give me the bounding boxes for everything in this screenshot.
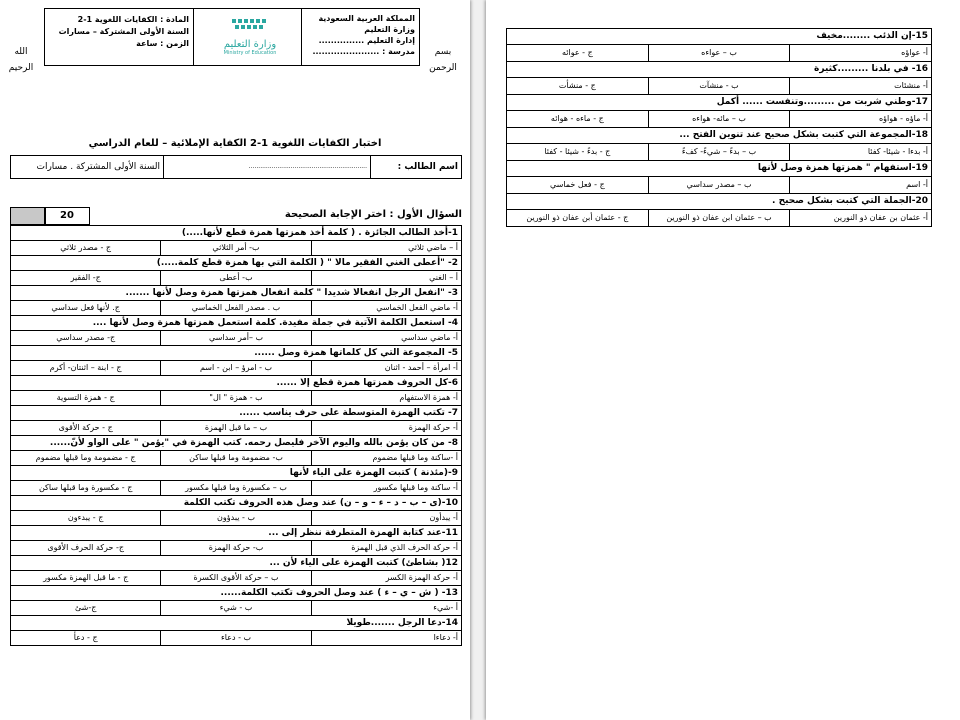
option-c[interactable]: ج - عثمان أبن عفان ذو النورين: [507, 210, 649, 227]
question-row: [11, 616, 462, 631]
question-text: 4- استعمل الكلمة الآتية في جملة مفيدة. كلمة استعمل همزتها همزة وصل لأنها ....: [11, 316, 462, 331]
option-c[interactable]: ج - ماءه - هوائه: [507, 111, 649, 128]
answer-row: [507, 78, 932, 95]
questions-table-right: [506, 28, 932, 227]
option-c[interactable]: ج - عوائه: [507, 45, 649, 62]
option-a[interactable]: أ- همزة الاستفهام: [311, 391, 461, 406]
ministry-logo: [205, 17, 295, 57]
answer-row: [11, 511, 462, 526]
question-text: 7- تكتب الهمزة المتوسطة على حرف يناسب ......: [11, 406, 462, 421]
answer-row: [11, 241, 462, 256]
answer-row: [11, 631, 462, 646]
question-text: 10-(ى – ب – د – ء – و – ن) عند وصل هذه الحروف تكتب الكلمة: [11, 496, 462, 511]
logo-subtext: Ministry of Education: [223, 50, 277, 56]
answer-row: [11, 331, 462, 346]
option-c[interactable]: ج - ابنة – اثنتان- أكرم: [11, 361, 161, 376]
option-a[interactable]: أ- يبدأون: [311, 511, 461, 526]
option-a[interactable]: أ- عثمان بن عفان ذو النورين: [790, 210, 932, 227]
option-a[interactable]: أ- منشئات: [790, 78, 932, 95]
kingdom: المملكة العربية السعودية: [318, 14, 415, 23]
option-b[interactable]: ب – مائه- هواءه: [648, 111, 790, 128]
question-text: 5- المجموعة التي كل كلماتها همزة وصل ......: [11, 346, 462, 361]
option-b[interactable]: ب – حركة الأقوى الكسرة: [161, 571, 311, 586]
answer-row: [507, 177, 932, 194]
option-c[interactable]: ج- حركة الحرف الأقوى: [11, 541, 161, 556]
question-text: 2- "أعطى الغني الفقير مالا " ( الكلمة التي بها همزة قطع كلمة.....): [11, 256, 462, 271]
question-text: 12( بشاطئ) كتبت الهمزة على الياء لأن ...: [11, 556, 462, 571]
score-box: 20: [44, 207, 90, 225]
section-header: [10, 207, 462, 225]
option-a[interactable]: أ- دعاءا: [311, 631, 461, 646]
question-row: [11, 496, 462, 511]
exam-page-1: [0, 0, 470, 720]
option-a[interactable]: أ- حركة الحرف الذي قبل الهمزة: [311, 541, 461, 556]
option-c[interactable]: ج - مصدر ثلاثي: [11, 241, 161, 256]
score-shade: [10, 207, 46, 225]
exam-page-2: [486, 0, 960, 720]
question-text: 20-الجملة التي كتبت بشكل صحيح .: [507, 194, 932, 210]
answer-row: [11, 301, 462, 316]
option-a[interactable]: أ- ساكنة وما قبلها مكسور: [311, 481, 461, 496]
header-box: [44, 8, 420, 66]
answer-row: [11, 451, 462, 466]
answer-row: [11, 391, 462, 406]
edu-dept: إدارة التعليم ...............: [318, 36, 415, 45]
student-grade: السنة الأولى المشتركة . مسارات: [11, 156, 164, 179]
option-c[interactable]: ج - ما قبل الهمزة مكسور: [11, 571, 161, 586]
option-c[interactable]: ج-شئ: [11, 601, 161, 616]
question-row: [11, 436, 462, 451]
question-row: [507, 95, 932, 111]
option-c[interactable]: ج - همزة التسوية: [11, 391, 161, 406]
subject-info: [49, 14, 189, 50]
subject: المادة : الكفايات اللغوية 1-2: [77, 15, 189, 24]
option-a[interactable]: أ -ساكنة وما قبلها مضموم: [311, 451, 461, 466]
option-b[interactable]: ب – مصدر سداسي: [648, 177, 790, 194]
option-b[interactable]: ب - امرؤ – ابن - اسم: [161, 361, 311, 376]
answer-row: [11, 601, 462, 616]
section-title: السؤال الأول : اختر الإجابة الصحيحة: [284, 209, 462, 220]
option-c[interactable]: ج. لأنها فعل سداسي: [11, 301, 161, 316]
question-row: [507, 29, 932, 45]
answer-row: [507, 111, 932, 128]
option-b[interactable]: ب . مصدر الفعل الخماسي: [161, 301, 311, 316]
answer-row: [507, 210, 932, 227]
answer-row: [11, 361, 462, 376]
student-name-field[interactable]: ..............................................................: [164, 156, 371, 179]
header-divider-2: [301, 9, 302, 65]
question-row: [11, 286, 462, 301]
question-row: [507, 128, 932, 144]
question-row: [11, 316, 462, 331]
question-text: 19-استفهام " همزتها همزة وصل لأنها: [507, 161, 932, 177]
option-b[interactable]: ب – مكسورة وما قبلها مكسور: [161, 481, 311, 496]
option-c[interactable]: ج - منشأت: [507, 78, 649, 95]
question-row: [507, 194, 932, 210]
option-c[interactable]: ج - دعأ: [11, 631, 161, 646]
option-a[interactable]: أ- ماضي سداسي: [311, 331, 461, 346]
question-row: [11, 556, 462, 571]
question-row: [507, 161, 932, 177]
question-text: 9-(مئذنة ) كتبت الهمزة على الياء لأنها: [11, 466, 462, 481]
question-row: [11, 526, 462, 541]
option-c[interactable]: ج- مصدر سداسي: [11, 331, 161, 346]
answer-row: [507, 144, 932, 161]
option-a[interactable]: أ -شيء: [311, 601, 461, 616]
option-b[interactable]: ب- أمر الثلاثي: [161, 241, 311, 256]
option-c[interactable]: ج - يبدءون: [11, 511, 161, 526]
option-b[interactable]: ب - يبدؤون: [161, 511, 311, 526]
ministry: وزارة التعليم: [364, 25, 415, 34]
student-name-label: اسم الطالب :: [371, 156, 462, 179]
question-text: 13- ( ش – ي – ء ) عند وصل الحروف تكتب الكلمة......: [11, 586, 462, 601]
questions-table-left: [10, 225, 462, 646]
option-b[interactable]: ب - منشآت: [648, 78, 790, 95]
bismillah-left: الله الرحيم: [8, 47, 34, 73]
question-text: 3- "انفعل الرجل انفعالا شديدا " كلمة انفعال همزتها همزة وصل لأنها .......: [11, 286, 462, 301]
option-a[interactable]: أ- حركة الهمزة الكسر: [311, 571, 461, 586]
answer-row: [507, 45, 932, 62]
option-b[interactable]: ب - شيء: [161, 601, 311, 616]
question-text: 18-المجموعة التي كتبت بشكل صحيح عند تنوين الفتح ...: [507, 128, 932, 144]
answer-row: [11, 421, 462, 436]
option-b[interactable]: ب –أمر سداسي: [161, 331, 311, 346]
option-c[interactable]: ج - حركة الأقوى: [11, 421, 161, 436]
option-b[interactable]: ب- حركة الهمزة: [161, 541, 311, 556]
answer-row: [11, 271, 462, 286]
option-b[interactable]: ب - همزة " ال": [161, 391, 311, 406]
time: الزمن : ساعة: [136, 39, 189, 48]
question-row: [11, 256, 462, 271]
answer-row: [11, 481, 462, 496]
option-c[interactable]: ج - مكسورة وما قبلها ساكن: [11, 481, 161, 496]
header-divider-1: [193, 9, 194, 65]
question-row: [507, 62, 932, 78]
question-text: 15-إن الذئب ........مخيف: [507, 29, 932, 45]
question-row: [11, 376, 462, 391]
bismillah-right: بسم الرحمن: [429, 47, 457, 73]
school: مدرسة : ......................: [312, 47, 415, 56]
question-row: [11, 466, 462, 481]
option-c[interactable]: ج - بدءً - شيئا - كفئا: [507, 144, 649, 161]
option-a[interactable]: أ – الغني: [311, 271, 461, 286]
question-row: [11, 586, 462, 601]
option-b[interactable]: ب – عثمان ابن عفان ذو النورين: [648, 210, 790, 227]
option-b[interactable]: ب – بدءً – شيءً- كفءً: [648, 144, 790, 161]
question-text: 16- في بلدنا .........كثيرة: [507, 62, 932, 78]
option-b[interactable]: ب - دعاء: [161, 631, 311, 646]
question-row: [11, 406, 462, 421]
option-a[interactable]: أ- اسم: [790, 177, 932, 194]
question-row: [11, 346, 462, 361]
option-a[interactable]: أ- عواؤه: [790, 45, 932, 62]
option-a[interactable]: أ- حركة الهمزة: [311, 421, 461, 436]
option-c[interactable]: ج- الفقير: [11, 271, 161, 286]
option-a[interactable]: أ- ماضي الفعل الخماسي: [311, 301, 461, 316]
question-text: 8- من كان يؤمن بالله واليوم الآخر فليصل رحمه. كتب الهمزة في "يؤمن " على الواو لأنّ......: [11, 436, 462, 451]
option-b[interactable]: ب – عواءه: [648, 45, 790, 62]
logo-text: وزارة التعليم: [223, 39, 277, 50]
option-a[interactable]: أ- امرأة – أحمد - اثنان: [311, 361, 461, 376]
question-text: 6-كل الحروف همزتها همزة قطع إلا ......: [11, 376, 462, 391]
question-row: [11, 226, 462, 241]
question-text: 17-وطني شربت من .........وتنفست ...... أكمل: [507, 95, 932, 111]
kingdom-info: [305, 13, 415, 57]
exam-title: اختبار الكفايات اللغوية 1-2 الكفاية الإملائية – للعام الدراسي: [88, 138, 382, 149]
question-text: 11-عند كتابة الهمزة المتطرفة ننظر إلى ...: [11, 526, 462, 541]
option-a[interactable]: أ – ماضي ثلاثي: [311, 241, 461, 256]
option-a[interactable]: أ- بدءا - شيئا- كفئا: [790, 144, 932, 161]
option-b[interactable]: ب- مضمومة وما قبلها ساكن: [161, 451, 311, 466]
grade: السنة الأولى المشتركة – مسارات: [58, 27, 189, 36]
option-b[interactable]: ب – ما قبل الهمزة: [161, 421, 311, 436]
question-text: 14-دعا الرجل .......طويلا: [11, 616, 462, 631]
option-b[interactable]: ب- أعطى: [161, 271, 311, 286]
option-c[interactable]: ج - مضمومة وما قبلها مضموم: [11, 451, 161, 466]
answer-row: [11, 571, 462, 586]
logo-dots-icon: [230, 17, 270, 35]
option-c[interactable]: ج - فعل خماسي: [507, 177, 649, 194]
answer-row: [11, 541, 462, 556]
option-a[interactable]: أ- ماؤه - هواؤه: [790, 111, 932, 128]
question-text: 1-أخذ الطالب الجائزة . ( كلمة أخذ همزتها همزة قطع لأنها.....): [11, 226, 462, 241]
student-info-table: [10, 155, 462, 179]
